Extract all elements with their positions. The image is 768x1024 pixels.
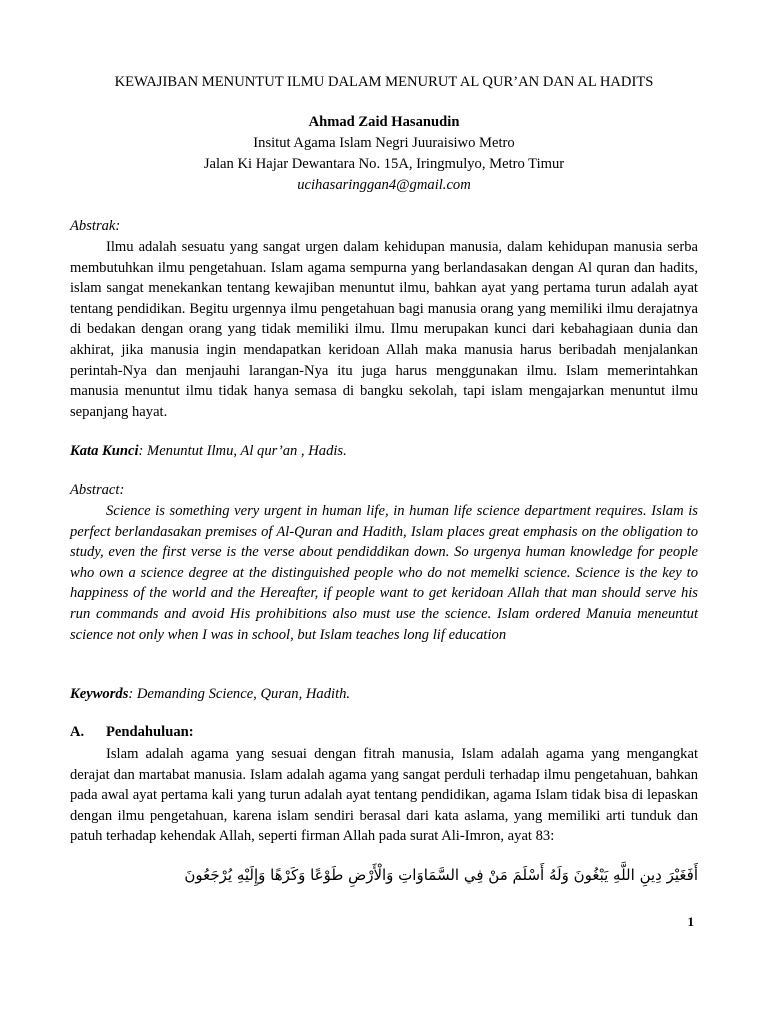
author-email: ucihasaringgan4@gmail.com <box>297 177 471 193</box>
keywords <box>70 686 698 703</box>
author-address: Jalan Ki Hajar Dewantara No. 15A, Iringmulyo, Metro Timur <box>203 156 565 172</box>
page-number: 1 <box>687 914 694 929</box>
author-name: Ahmad Zaid Hasanudin <box>308 114 460 130</box>
paper-title: KEWAJIBAN MENUNTUT ILMU DALAM MENURUT AL QUR’AN DAN AL HADITS <box>114 74 654 90</box>
abstract-body: Science is something very urgent in human life, in human life science department requires. Islam is perfect berlandasakan premises of Al-Quran and Hadith, Islam places great emphasis on the obligation to study, even the first verse is the verse about pendiddikan down. So urgenya human knowledge for people who own a science degree at the distinguished people who do not memelki science. Science is the key to happiness of the world and the Hereafter, if people want to get keridoan Allah that man should serve his run commands and avoid His prohibitions also must use the science. Islam ordered Manuia meneuntut science not only when I was in school, but Islam teaches long lif education <box>70 503 698 643</box>
section-heading <box>70 724 194 741</box>
keywords-label: Keywords <box>70 686 129 702</box>
introduction-body: Islam adalah agama yang sesuai dengan fitrah manusia, Islam adalah agama yang mengangkat derajat dan martabat manusia. Islam adalah agama yang sangat perduli terhadap ilmu pengetahuan, bahkan pada awal ayat pertama kali yang turun adalah ayat tentang pendidikan, agama Islam tidak bisa di lepaskan dengan ilmu pengetahuan, karena islam sendiri berasal dari kata aslama, yang memiliki arti tunduk dan patuh terhadap kehendak Allah, seperti firman Allah pada surat Ali-Imron, ayat 83: <box>70 746 698 845</box>
abstrak-body: Ilmu adalah sesuatu yang sangat urgen dalam kehidupan manusia, dalam kehidupan manusia serba membutuhkan ilmu pengetahuan. Islam agama sempurna yang berlandasakan dengan Al quran dan hadits, islam sangat menekankan tentang kewajiban menuntut ilmu, bahkan ayat yang pertama turun adalah ayat tentang pendidikan. Begitu urgennya ilmu pengetahuan bagi manusia orang yang memiliki ilmu derajatnya di bedakan dengan orang yang tidak memiliki ilmu. Ilmu merupakan kunci dari kebahagiaan dunia dan akhirat, jika manusia ingin mendapatkan keridoan Allah maka manusia harus beribadah menjalankan perintah-Nya dan menjauhi larangan-Nya itu juga harus menggunakan ilmu. Islam memerintahkan manusia menuntut ilmu tidak hanya semasa di bangku sekolah, tapi islam mengajarkan menuntut ilmu sepanjang hayat. <box>70 239 698 420</box>
kata-kunci-label: Kata Kunci <box>70 443 139 459</box>
section-number: A. <box>70 724 85 740</box>
kata-kunci <box>70 443 698 460</box>
section-title: Pendahuluan: <box>106 724 194 740</box>
kata-kunci-values: : Menuntut Ilmu, Al qur’an , Hadis. <box>138 443 347 459</box>
abstract-label: Abstract: <box>70 482 125 498</box>
arabic-verse: أَفَغَيْرَ دِينِ اللَّهِ يَبْغُونَ وَلَهُ أَسْلَمَ مَنْ فِي السَّمَاوَاتِ وَالْأَرْضِ طَوْعًا وَكَرْهًا وَإِلَيْهِ يُرْجَعُونَ <box>184 866 698 884</box>
abstrak-label: Abstrak: <box>70 218 121 234</box>
author-institution: Insitut Agama Islam Negri Juuraisiwo Metro <box>253 135 515 151</box>
keywords-values: : Demanding Science, Quran, Hadith. <box>128 686 351 702</box>
